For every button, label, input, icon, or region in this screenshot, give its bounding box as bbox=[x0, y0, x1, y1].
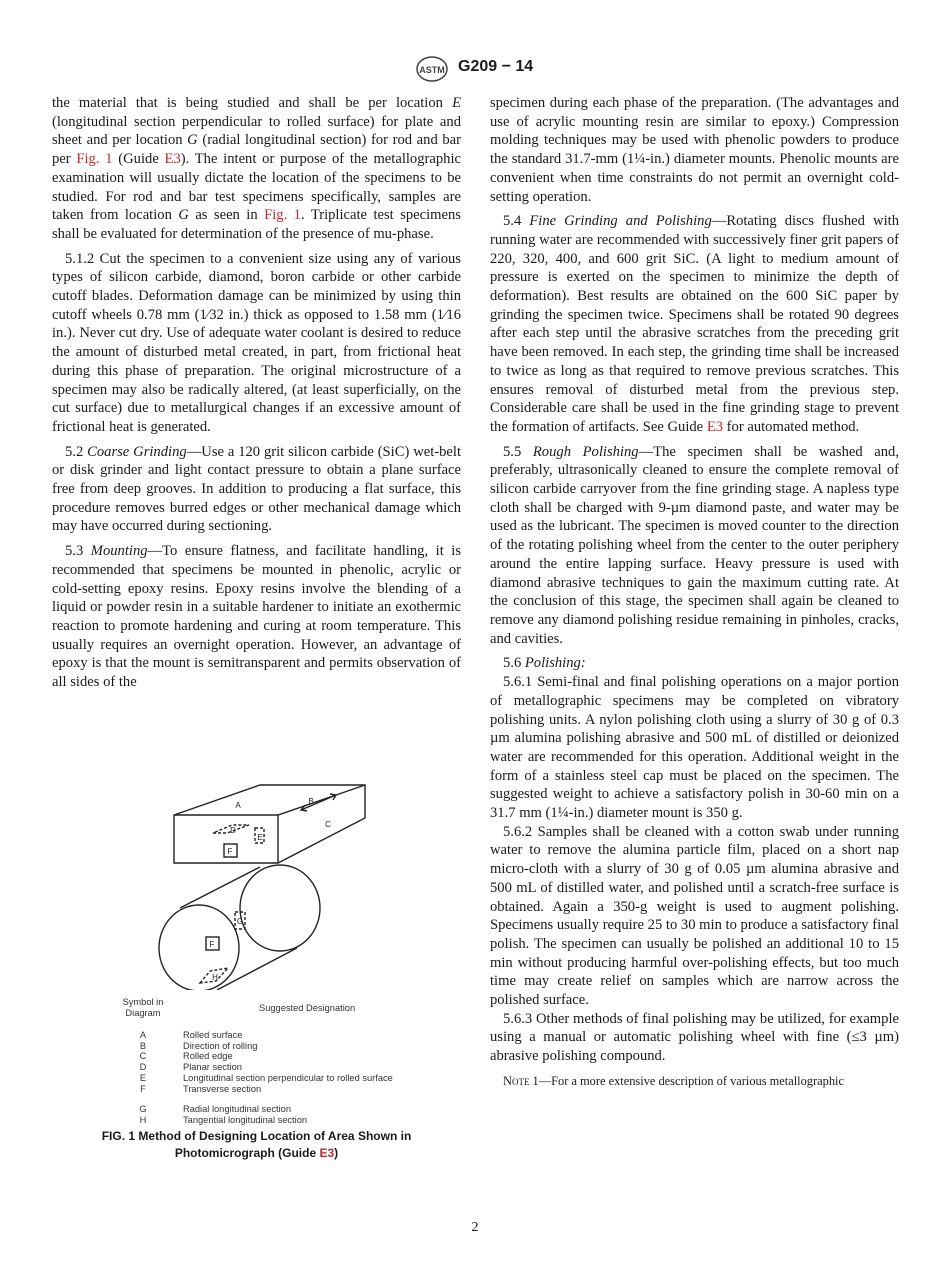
text-run: 5.3 bbox=[65, 543, 91, 560]
text-run: Polishing: bbox=[524, 655, 586, 672]
paragraph bbox=[490, 212, 899, 436]
text-run: 5.5 bbox=[503, 443, 533, 460]
text-run: (longitudinal section perpendicular to rolled surface) for plate and sheet and per location bbox=[52, 113, 461, 149]
right-column bbox=[490, 94, 899, 1097]
caption-end: ) bbox=[334, 1146, 339, 1160]
legend-symbol: C bbox=[139, 1051, 147, 1062]
text-run: Fine Grinding and Polishing bbox=[529, 213, 712, 230]
legend-header-symbol: Symbol in Diagram bbox=[122, 997, 164, 1018]
text-run: Mounting bbox=[90, 543, 148, 560]
text-run: 5.2 bbox=[65, 443, 88, 460]
paragraph bbox=[52, 94, 461, 244]
paragraph bbox=[52, 542, 461, 692]
legend-symbol: B bbox=[139, 1040, 147, 1051]
diagram-label-f: F bbox=[227, 847, 233, 856]
legend-symbol: F bbox=[140, 1083, 146, 1094]
caption-text: FIG. 1 Method of Designing Location of Area Shown in Photomicrograph (Guide bbox=[101, 1129, 412, 1160]
text-run: 5.4 bbox=[503, 213, 530, 230]
page-number: 2 bbox=[471, 1220, 479, 1235]
text-run: 5.6.1 Semi-final and final polishing operations on a major portion of metallographic specimens may be completed on vibratory polishing units. A nylon polishing cloth using a slurry of 30 g of 0.3 µm alumina polishing abrasive and 500 mL of distilled or deionized water are recommended for this operation. Additional weight in the form of a stainless steel cap must be placed on the specimen. The suggested weight to achieve a satisfactory polish in 30-60 min on a 31.7 mm (1¼-in.) diameter mount is 350 g. bbox=[490, 674, 899, 822]
legend-symbol: D bbox=[139, 1062, 147, 1073]
diagram-label-d: D bbox=[230, 826, 236, 835]
legend-symbol: E bbox=[139, 1072, 147, 1083]
text-run: 5.6.2 Samples shall be cleaned with a cotton swab under running water to remove the alumina particle film, placed on a short nap micro-cloth with a slurry of 30 g of 0.05 µm alumina abrasive and 500 mL of distilled water, and polished until a scratch-free surface is obtained. Again a 350-g weight is used to augment polishing. Specimens usually require 25 to 30 min to produce a satisfactory final polish. The specimen can usually be polished an additional 10 to 15 min without producing harmful over-polishing effects, but too much time may create relief on samples which are narrow across the polished surface. bbox=[490, 823, 899, 1009]
paragraph bbox=[490, 673, 899, 823]
caption-link-e3[interactable]: E3 bbox=[319, 1146, 335, 1160]
legend-symbol: A bbox=[139, 1030, 147, 1040]
legend-designation: Rolled edge bbox=[183, 1051, 233, 1062]
text-run: —Use a 120 grit silicon carbide (SiC) wet-belt or disk grinder and light contact pressure to obtain a plane surface free from deep grooves. In addition to producing a flat surface, this procedure removes burred edges or other mechanical damage which may have occurred during sectioning. bbox=[52, 443, 462, 535]
diagram-label-e: E bbox=[257, 833, 263, 842]
text-run: 5.6.3 Other methods of final polishing may be utilized, for example using a manual or automatic polishing wheel with fine (≤3 µm) abrasive polishing compound. bbox=[490, 1010, 899, 1065]
text-run: 5.1.2 Cut the specimen to a convenient size using any of various types of silicon carbide, diamond, boron carbide or other carbide cutoff blades. Deformation damage can be minimized by using thin cutoff wheels 0.78 mm (1⁄32 in.) thick as opposed to 1.58 mm (1⁄16 in.). Never cut dry. Use of adequate water coolant is desired to reduce the amount of disturbed metal created, in part, from frictional heat during this phase of preparation. The original microstructure of a specimen may also be radically altered, (at least superficially, on the cut surface) due to metallurgical changes if an excessive amount of frictional heat is generated. bbox=[52, 250, 461, 435]
paragraph bbox=[490, 654, 899, 673]
legend-symbol: G bbox=[139, 1104, 147, 1115]
legend-symbol: H bbox=[139, 1114, 147, 1125]
text-run: —The specimen shall be washed and, preferably, ultrasonically cleaned to ensure the complete removal of silicon carbide carryover from the fine grinding stage. A napless type cloth shall be charged with 9-µm diamond paste, and water may be used as the lubricant. The specimen is moved counter to the direction of the rotating polishing wheel from the center to the outer periphery around the entire lapping surface. Heavy pressure is used with diamond abrasive techniques to gain the maximum cutting rate. At the conclusion of this stage, the specimen shall again be cleaned to remove any diamond polishing residue remaining in pinholes, cracks, and cavities. bbox=[490, 443, 899, 647]
reference-link[interactable]: Fig. 1 bbox=[76, 151, 113, 168]
paragraph bbox=[52, 443, 461, 537]
paragraph bbox=[490, 443, 899, 649]
paragraph bbox=[52, 250, 461, 437]
legend-designation: Radial longitudinal section bbox=[183, 1104, 292, 1115]
legend-designation: Direction of rolling bbox=[183, 1040, 258, 1051]
text-run: for automated method. bbox=[723, 418, 860, 435]
astm-logo bbox=[412, 56, 452, 82]
diagram-label-f2: F bbox=[209, 940, 215, 949]
specimen-diagram bbox=[52, 760, 461, 990]
legend-designation: Transverse section bbox=[183, 1083, 262, 1094]
text-run: Rough Polishing bbox=[532, 443, 639, 460]
text-run: the material that is being studied and shall be per location bbox=[52, 95, 453, 111]
text-run: (radial longitudinal section) for rod and bar per bbox=[52, 132, 462, 168]
text-run: 5.6 bbox=[503, 655, 525, 672]
reference-link[interactable]: E3 bbox=[706, 418, 724, 435]
text-run: E bbox=[452, 95, 461, 111]
text-run: —Rotating discs flushed with running water are recommended with successively finer grit papers of 220, 320, 400, and 600 grit SiC. (A light to medium amount of pressure is exerted on the specimen to minimize the depth of deformation). Best results are obtained on the 600 SiC paper by grinding the specimen twice. Specimens shall be rotated 90 degrees after each step until the abrasive scratches from the preceding grit have been removed. In each step, the grinding time shall be increased to twice as long as that required to remove previous scratches. This ensures removal of disturbed metal from the previous step. Considerable care shall be used in the fine grinding stage to prevent the formation of artifacts. See Guide bbox=[490, 213, 900, 435]
legend-designation: Tangential longitudinal section bbox=[183, 1114, 308, 1125]
reference-link[interactable]: Fig. 1 bbox=[264, 207, 301, 224]
figure-caption bbox=[52, 1128, 461, 1162]
document-id: G209 − 14 bbox=[458, 58, 534, 75]
reference-link[interactable]: E3 bbox=[164, 151, 181, 168]
text-run: —To ensure flatness, and facilitate handling, it is recommended that specimens be mounted in phenolic, acrylic or cold-setting epoxy resins. Epoxy resins involve the blending of a liquid or powder resin in a suitable hardener to initiate an exothermic reaction to promote hardening and curing at room temperature. This usually requires an overnight operation. However, an advantage of epoxy is that the mount is semitransparent and permits observation of all sides of the bbox=[52, 543, 462, 691]
text-run: (Guide bbox=[112, 151, 165, 168]
text-run: Note bbox=[503, 1073, 530, 1088]
text-run: ). The intent or purpose of the metallographic examination will usually dictate the location of the specimens to be studied. For rod and bar test specimens specifically, samples are taken from location bbox=[52, 151, 461, 224]
svg-text:ASTM: ASTM bbox=[419, 65, 445, 75]
text-run: G bbox=[178, 207, 189, 224]
legend-designation: Longitudinal section perpendicular to rolled surface bbox=[183, 1072, 393, 1083]
left-column bbox=[52, 94, 461, 698]
legend-designation: Planar section bbox=[183, 1062, 242, 1073]
text-run: specimen during each phase of the preparation. (The advantages and use of acrylic mounting resin are similar to epoxy.) Compression molding techniques may be used with phenolic powders to produce the standard 31.7-mm (1¼-in.) diameter mounts. Phenolic mounts are convenient when time constraints do not permit an overnight cold-setting operation. bbox=[490, 95, 899, 205]
note-paragraph bbox=[490, 1072, 899, 1091]
diagram-label-g: G bbox=[236, 917, 244, 926]
text-run: . Triplicate test specimens shall be evaluated for determination of the presence of mu-phase. bbox=[52, 207, 461, 242]
text-run: Coarse Grinding bbox=[87, 443, 187, 460]
text-run: as seen in bbox=[188, 207, 265, 224]
legend-header-designation: Suggested Designation bbox=[259, 1003, 356, 1013]
text-run: 1—For a more extensive description of various metallographic bbox=[529, 1073, 844, 1088]
diagram-label-a: A bbox=[235, 801, 241, 810]
diagram-label-b: B bbox=[308, 797, 314, 806]
text-run: G bbox=[187, 132, 198, 149]
paragraph bbox=[490, 1010, 899, 1066]
paragraph bbox=[490, 823, 899, 1010]
figure-1 bbox=[52, 760, 461, 1160]
legend-designation: Rolled surface bbox=[183, 1030, 243, 1040]
diagram-label-c: C bbox=[325, 820, 331, 829]
diagram-label-h: H bbox=[212, 973, 218, 982]
paragraph bbox=[490, 94, 899, 206]
